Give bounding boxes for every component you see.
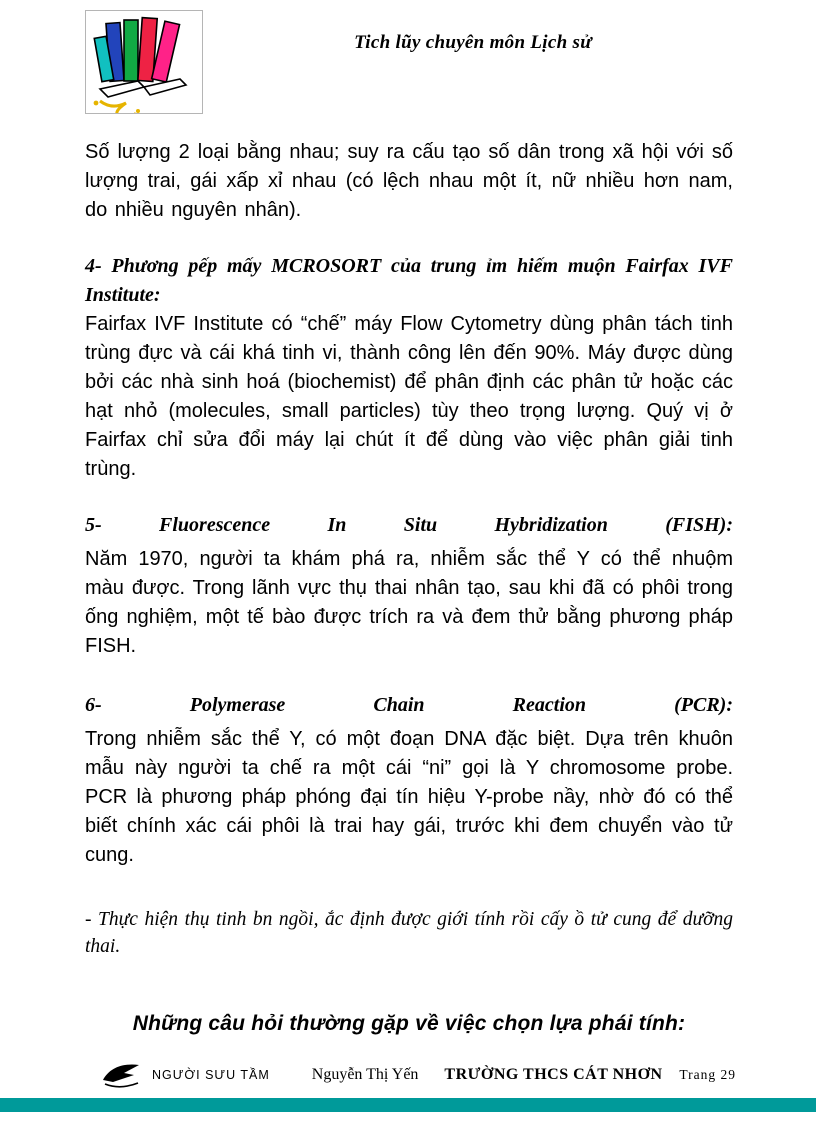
section-5-heading: 5- Fluorescence In Situ Hybridization (FISH): xyxy=(85,514,733,536)
section-4-heading: 4- Phương pếp mấy MCROSORT của trung ỉm hiếm muộn Fairfax IVF Institute: xyxy=(85,255,733,306)
section-4-paragraph: Fairfax IVF Institute có “chế” máy Flow Cytometry dùng phân tách tinh trùng đực và cái khá tinh vi, thành công lên đến 90%. Máy được dùng bởi các nhà sinh hoá (biochemist) để phân định các phân tử hoặc các hạt nhỏ (molecules, small particles) tùy theo trọng lượng. Quý vị ở Fairfax chỉ sửa đổi máy lại chút ít để dùng vào việc phân giải tinh trùng. xyxy=(85,313,733,480)
collector-label: NGƯỜI SƯU TẦM xyxy=(152,1068,270,1082)
faq-section-heading: Những câu hỏi thường gặp về việc chọn lựa phái tính: xyxy=(132,1012,686,1035)
document-title: Tich lũy chuyên môn Lịch sử xyxy=(354,32,592,53)
quill-signature-icon xyxy=(100,1062,142,1088)
page-header xyxy=(85,10,731,120)
footer-accent-bar xyxy=(0,1098,816,1112)
page-footer xyxy=(100,1060,736,1090)
school-name: TRƯỜNG THCS CÁT NHƠN xyxy=(444,1066,663,1083)
page-number: Trang 29 xyxy=(679,1067,736,1082)
section-6-paragraph: Trong nhiễm sắc thể Y, có một đoạn DNA đặc biệt. Dựa trên khuôn mẫu này người ta chế ra một cái “ni” gọi là Y chromosome probe. PCR là phương pháp phóng đại tín hiệu Y-probe nầy, nhờ đó có thể biết chính xác cái phôi là trai hay gái, trước khi đem chuyển vào tử cung. xyxy=(85,728,733,866)
section-6-heading: 6- Polymerase Chain Reaction (PCR): xyxy=(85,694,733,716)
author-name: Nguyễn Thị Yến xyxy=(311,1066,419,1083)
document-body xyxy=(85,138,733,1036)
note-paragraph: - Thực hiện thụ tinh bn ngồi, ắc định được giới tính rồi cấy ồ tử cung để dưỡng thai. xyxy=(85,909,733,957)
intro-paragraph: Số lượng 2 loại bằng nhau; suy ra cấu tạo số dân trong xã hội với số lượng trai, gái xấp xỉ nhau (có lệch nhau một ít, nữ nhiều hơn nam, do nhiều nguyên nhân). xyxy=(85,141,733,221)
books-clipart-icon xyxy=(85,10,203,114)
section-5-paragraph: Năm 1970, người ta khám phá ra, nhiễm sắc thể Y có thể nhuộm màu được. Trong lãnh vực thụ thai nhân tạo, sau khi đã có phôi trong ống nghiệm, một tế bào được trích ra và đem thử bằng phương pháp FISH. xyxy=(85,548,733,657)
books-clipart-svg xyxy=(86,11,202,113)
